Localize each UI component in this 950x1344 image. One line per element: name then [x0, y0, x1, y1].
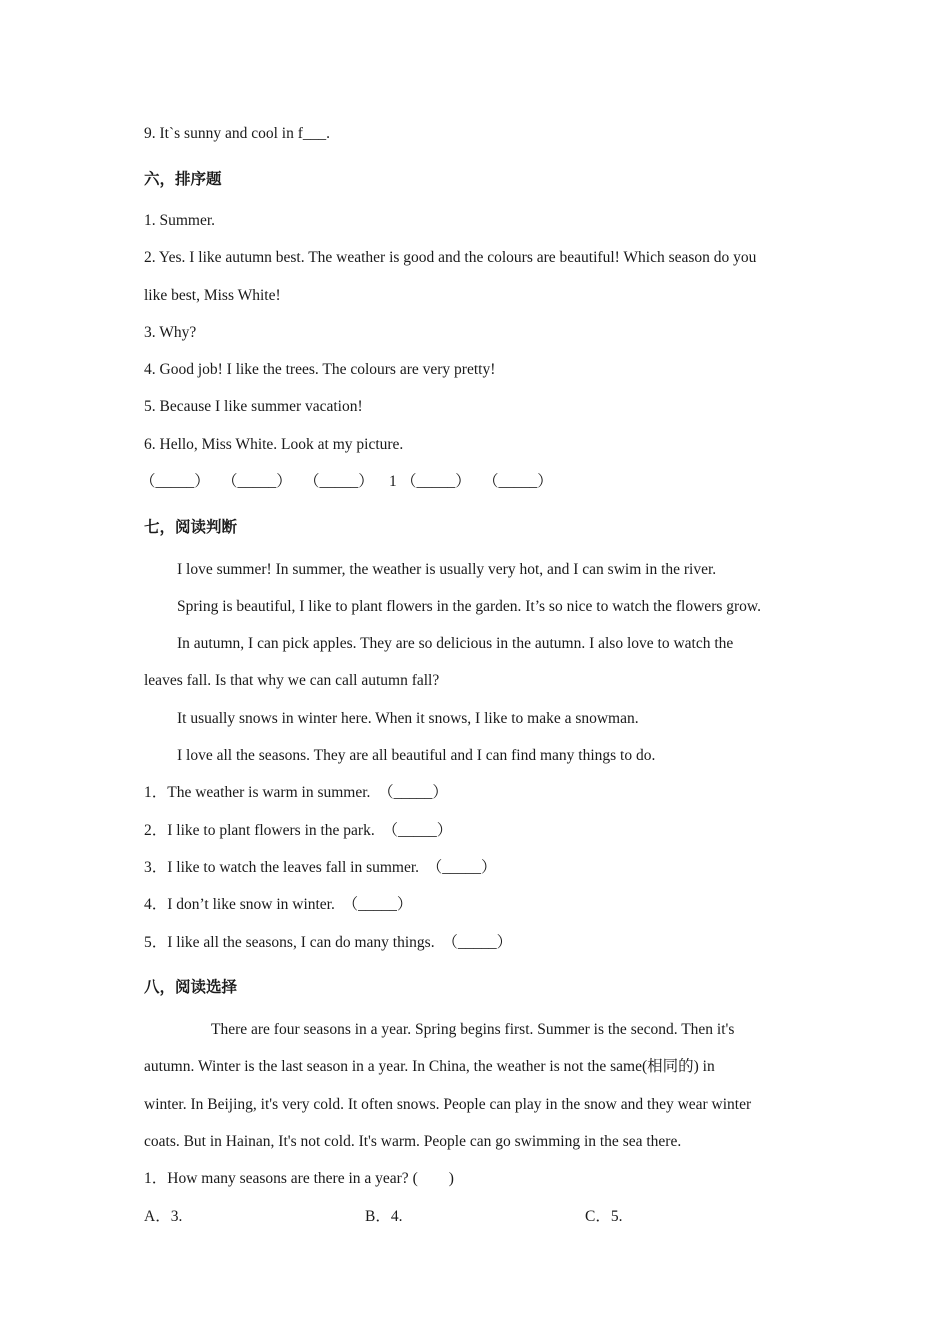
- passage-7-line-1: I love summer! In summer, the weather is usually very hot, and I can swim in the river.: [177, 561, 717, 578]
- passage-7-line-5: It usually snows in winter here. When it snows, I like to make a snowman.: [177, 710, 639, 727]
- judgment-question-5: 5．I like all the seasons, I can do many things. （_____）: [144, 934, 513, 951]
- passage-8-line-3: winter. In Beijing, it's very cold. It often snows. People can play in the snow and they wear winter: [144, 1096, 752, 1113]
- ordering-blank-4[interactable]: （_____）: [401, 473, 471, 490]
- passage-7-line-6: I love all the seasons. They are all beautiful and I can find many things to do.: [177, 747, 656, 764]
- question-item-9: 9. It`s sunny and cool in f___.: [144, 125, 330, 142]
- passage-8-line-1: There are four seasons in a year. Spring begins first. Summer is the second. Then it's: [211, 1021, 735, 1038]
- ordering-blank-5[interactable]: （_____）: [483, 473, 553, 490]
- ordering-item-6: 6. Hello, Miss White. Look at my picture.: [144, 436, 404, 453]
- section-8-heading: 八，阅读选择: [144, 978, 238, 996]
- ordering-item-5: 5. Because I like summer vacation!: [144, 398, 363, 415]
- passage-7-line-4: leaves fall. Is that why we can call autumn fall?: [144, 672, 440, 689]
- ordering-item-4: 4. Good job! I like the trees. The colours are very pretty!: [144, 361, 496, 378]
- judgment-question-3: 3．I like to watch the leaves fall in summer. （_____）: [144, 859, 497, 876]
- judgment-question-1: 1．The weather is warm in summer. （_____）: [144, 784, 448, 801]
- ordering-blank-3[interactable]: （_____）: [304, 473, 374, 490]
- ordering-item-2: 2. Yes. I like autumn best. The weather is good and the colours are beautiful! Which season do you: [144, 249, 757, 266]
- ordering-given-1: 1: [389, 473, 397, 490]
- choice-option-c[interactable]: C．5.: [585, 1208, 623, 1225]
- ordering-item-3: 3. Why?: [144, 324, 197, 341]
- ordering-item-1: 1. Summer.: [144, 212, 216, 229]
- choice-question-1: 1．How many seasons are there in a year? ( ): [144, 1170, 454, 1187]
- ordering-item-2-cont: like best, Miss White!: [144, 287, 281, 304]
- section-7-heading: 七，阅读判断: [144, 518, 238, 536]
- choice-option-a[interactable]: A．3.: [144, 1208, 183, 1225]
- passage-7-line-2: Spring is beautiful, I like to plant flowers in the garden. It’s so nice to watch the flowers grow.: [177, 598, 761, 615]
- ordering-blank-1[interactable]: （_____）: [140, 473, 210, 490]
- judgment-question-2: 2．I like to plant flowers in the park. （_____）: [144, 822, 453, 839]
- passage-7-line-3: In autumn, I can pick apples. They are so delicious in the autumn. I also love to watch the: [177, 635, 734, 652]
- section-6-heading: 六，排序题: [144, 170, 222, 188]
- passage-8-line-2: autumn. Winter is the last season in a year. In China, the weather is not the same(相同的) in: [144, 1058, 715, 1075]
- passage-8-line-4: coats. But in Hainan, It's not cold. It's warm. People can go swimming in the sea there.: [144, 1133, 682, 1150]
- choice-option-b[interactable]: B．4.: [365, 1208, 403, 1225]
- judgment-question-4: 4．I don’t like snow in winter. （_____）: [144, 896, 413, 913]
- ordering-blank-2[interactable]: （_____）: [222, 473, 292, 490]
